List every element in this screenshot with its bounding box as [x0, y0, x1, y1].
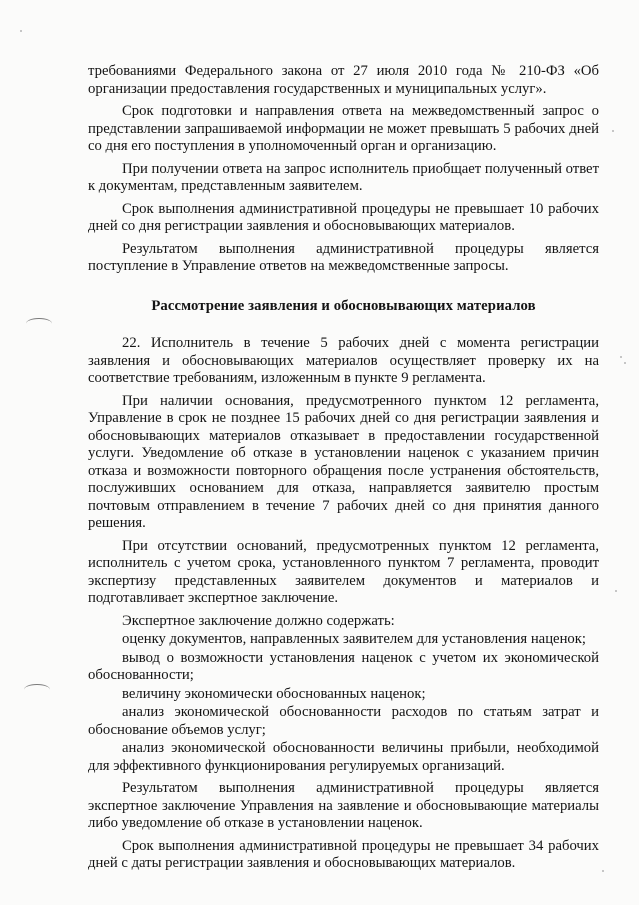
conclusion-item-1: оценку документов, направленных заявителем для установления наценок; [122, 631, 586, 647]
document-body [88, 63, 599, 873]
conclusion-item-4: анализ экономической обоснованности расходов по статьям затрат и обоснование объемов услуг; [88, 704, 599, 738]
paragraph-section-expertise: При отсутствии оснований, предусмотренных пунктом 12 регламента, исполнитель с учетом срока, установленного пунктом 7 регламента, проводит экспертизу представленных заявителем документов и материалов и подготавливает экспертное заключение. [88, 537, 599, 606]
section-heading: Рассмотрение заявления и обосновывающих материалов [151, 297, 536, 314]
paragraph-end-deadline: Срок выполнения административной процедуры не превышает 34 рабочих дней с даты регистрации заявления и обосновывающих материалов. [88, 837, 599, 871]
paragraph-top-3: При получении ответа на запрос исполнитель приобщает полученный ответ к документам, представленным заявителем. [88, 160, 599, 194]
paragraph-top-2: Срок подготовки и направления ответа на межведомственный запрос о представлении запрашиваемой информации не может превышать 5 рабочих дней со дня его поступления в уполномоченный орган и организацию. [88, 103, 599, 154]
conclusion-item-3: величину экономически обоснованных наценок; [122, 685, 426, 702]
paragraph-section-refusal: При наличии основания, предусмотренного пунктом 12 регламента, Управление в срок не позднее 15 рабочих дней со дня регистрации заявления и обосновывающих материалов отказывает в предоставлении государственной услуги. Уведомление об отказе в установлении наценок с указанием причин отказа и возможности повторного обращения после устранения обстоятельств, послуживших основанием для отказа, направляется заявителю простым почтовым отправлением в течение 7 рабочих дней со дня принятия данного решения. [88, 392, 599, 531]
scan-speck [620, 356, 622, 358]
paragraph-top-1: требованиями Федерального закона от 27 июля 2010 года № 210-ФЗ «Об организации предоставления государственных и муниципальных услуг». [88, 63, 599, 97]
scan-speck [20, 30, 22, 32]
scan-speck [615, 590, 617, 592]
punch-hole-mark-top [26, 318, 52, 329]
paragraph-end-result: Результатом выполнения административной процедуры является экспертное заключение Управления на заявление и обосновывающие материалы либо уведомление об отказе в установлении наценок. [88, 780, 599, 831]
punch-hole-mark-bottom [24, 684, 50, 695]
scan-speck [612, 130, 614, 132]
conclusion-item-5: анализ экономической обоснованности величины прибыли, необходимой для эффективного функционирования регулируемых организаций. [88, 740, 599, 774]
scan-speck [602, 870, 604, 872]
scan-speck [624, 362, 626, 364]
paragraph-top-4: Срок выполнения административной процедуры не превышает 10 рабочих дней со дня регистрации заявления и обосновывающих материалов. [88, 200, 599, 234]
conclusion-item-2: вывод о возможности установления наценок с учетом их экономической обоснованности; [88, 649, 599, 683]
paragraph-top-5: Результатом выполнения административной процедуры является поступление в Управление ответов на межведомственные запросы. [88, 240, 599, 274]
conclusion-intro: Экспертное заключение должно содержать: [122, 612, 395, 629]
paragraph-section-22: 22. Исполнитель в течение 5 рабочих дней с момента регистрации заявления и обосновывающих материалов осуществляет проверку их на соответствие требованиям, изложенным в пункте 9 регламента. [88, 335, 599, 386]
